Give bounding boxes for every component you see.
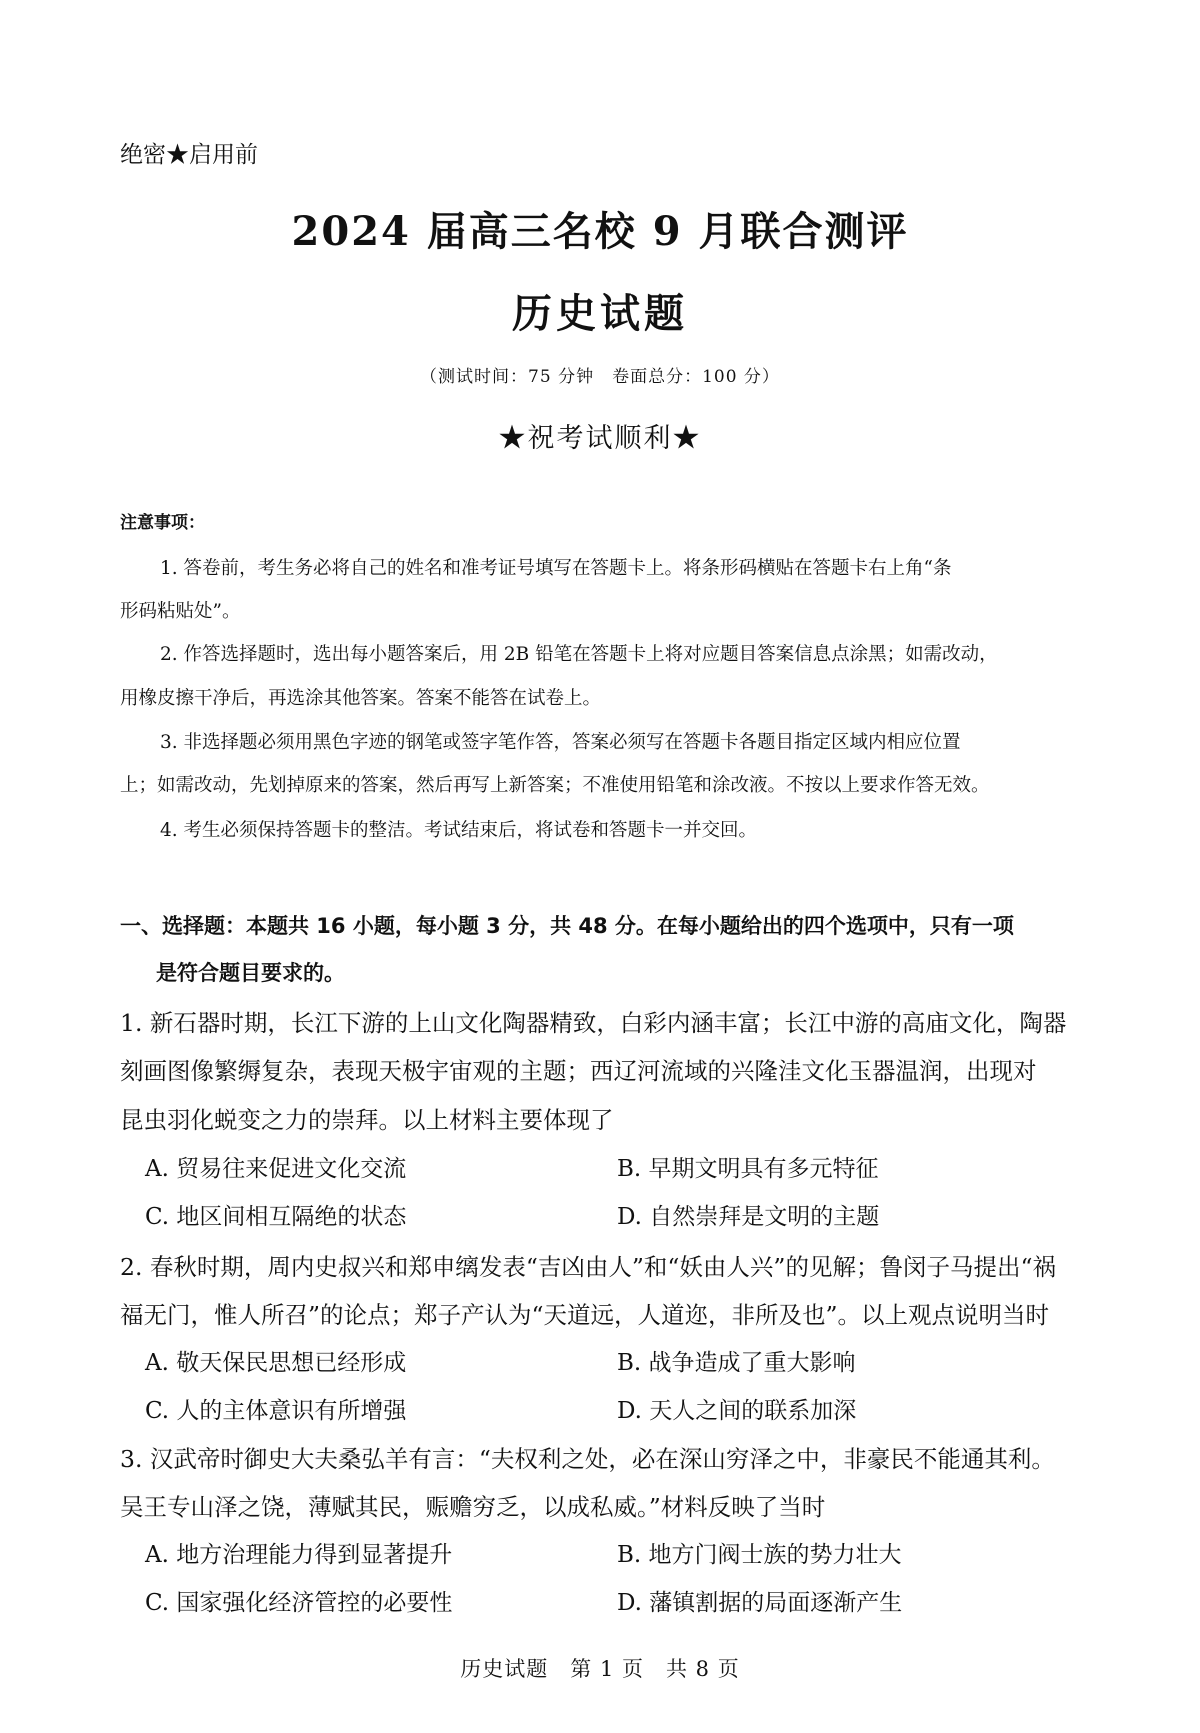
blessing-line: ★祝考试顺利★ <box>498 423 702 454</box>
exam-title: 2024 届高三名校 9 月联合测评 <box>291 208 909 255</box>
question-2-line-1: 2. 春秋时期，周内史叔兴和郑申缡发表“吉凶由人”和“妖由人兴”的见解；鲁闵子马提出“祸 <box>120 1253 1056 1281</box>
question-3-line-1: 3. 汉武帝时御史大夫桑弘羊有言：“夫权利之处，必在深山穷泽之中，非豪民不能通其利。 <box>120 1445 1055 1473</box>
notice-line-5: 3. 非选择题必须用黑色字迹的钢笔或签字笔作答，答案必须写在答题卡各题目指定区域内相应位置 <box>160 732 961 753</box>
question-3-line-2: 吴王专山泽之饶，薄赋其民，赈赡穷乏，以成私威。”材料反映了当时 <box>120 1493 826 1521</box>
exam-info: （测试时间：75 分钟 卷面总分：100 分） <box>420 367 780 387</box>
notice-line-2: 形码粘贴处”。 <box>120 601 241 622</box>
question-2-option-d: D. 天人之间的联系加深 <box>617 1398 857 1424</box>
page-footer: 历史试题 第 1 页 共 8 页 <box>460 1657 740 1681</box>
question-1-line-1: 1. 新石器时期，长江下游的上山文化陶器精致，白彩内涵丰富；长江中游的高庙文化，陶器 <box>120 1009 1067 1037</box>
notice-heading: 注意事项： <box>120 513 205 533</box>
question-2-option-a: A. 敬天保民思想已经形成 <box>145 1350 407 1376</box>
notice-line-6: 上；如需改动，先划掉原来的答案，然后再写上新答案；不准使用铅笔和涂改液。不按以上要求作答无效。 <box>120 775 990 796</box>
question-3-option-c: C. 国家强化经济管控的必要性 <box>145 1590 453 1616</box>
question-3-option-a: A. 地方治理能力得到显著提升 <box>145 1542 453 1568</box>
subject-title: 历史试题 <box>512 290 688 337</box>
question-1-option-c: C. 地区间相互隔绝的状态 <box>145 1204 407 1230</box>
question-1-option-b: B. 早期文明具有多元特征 <box>617 1156 879 1182</box>
section-heading-line-1: 一、选择题：本题共 16 小题，每小题 3 分，共 48 分。在每小题给出的四个选项中，只有一项 <box>120 914 1014 938</box>
question-2-option-b: B. 战争造成了重大影响 <box>617 1350 856 1376</box>
question-2-option-c: C. 人的主体意识有所增强 <box>145 1398 407 1424</box>
question-2-line-2: 福无门，惟人所召”的论点；郑子产认为“天道远，人道迩，非所及也”。以上观点说明当时 <box>120 1301 1050 1329</box>
notice-line-1: 1. 答卷前，考生务必将自己的姓名和准考证号填写在答题卡上。将条形码横贴在答题卡右上角“条 <box>160 558 952 579</box>
notice-line-3: 2. 作答选择题时，选出每小题答案后，用 2B 铅笔在答题卡上将对应题目答案信息点涂黑；如需改动， <box>160 644 998 665</box>
confidential-label: 绝密★启用前 <box>120 142 258 168</box>
notice-line-7: 4. 考生必须保持答题卡的整洁。考试结束后，将试卷和答题卡一并交回。 <box>160 820 758 841</box>
question-3-option-b: B. 地方门阀士族的势力壮大 <box>617 1542 902 1568</box>
question-1-line-3: 昆虫羽化蜕变之力的崇拜。以上材料主要体现了 <box>120 1106 614 1134</box>
question-1-option-d: D. 自然崇拜是文明的主题 <box>617 1204 880 1230</box>
notice-line-4: 用橡皮擦干净后，再选涂其他答案。答案不能答在试卷上。 <box>120 688 602 709</box>
question-3-option-d: D. 藩镇割据的局面逐渐产生 <box>617 1590 903 1616</box>
section-heading-line-2: 是符合题目要求的。 <box>156 961 345 985</box>
question-1-line-2: 刻画图像繁缛复杂，表现天极宇宙观的主题；西辽河流域的兴隆洼文化玉器温润，出现对 <box>120 1057 1037 1085</box>
question-1-option-a: A. 贸易往来促进文化交流 <box>145 1156 407 1182</box>
